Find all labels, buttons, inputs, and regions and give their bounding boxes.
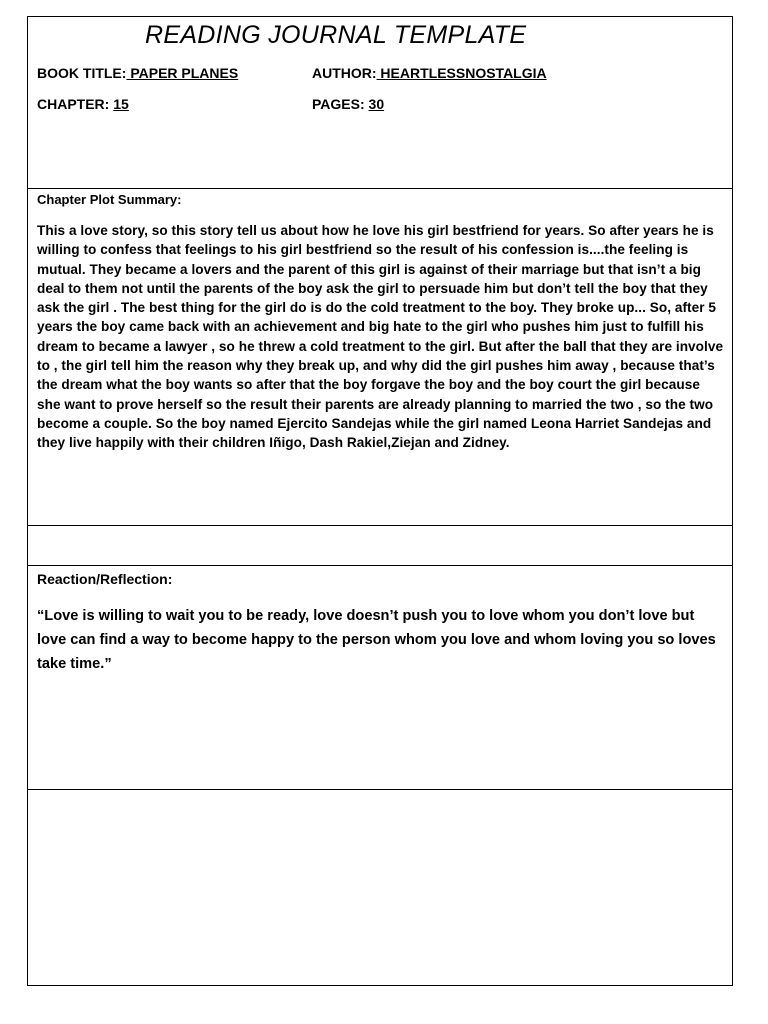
pages-value: 30 (368, 96, 385, 112)
plot-summary-text: This a love story, so this story tell us about how he love his girl bestfriend for years. So after years he is willing to confess that feelings to his girl bestfriend so the result of his confession is....the feeling is mutual. They became a lovers and the parent of this girl is against of their marriage but that isn’t a big deal to them not until the parents of the boy ask the girl to persuade him but don’t tell the boy that they ask the girl . The best thing for the girl do is do the cold treatment to the boy. They broke up... So, after 5 years the boy came back with an achievement and big hate to the girl who pushes him just to fulfill his dream to became a lawyer , so he threw a cold treatment to the girl. But after the ball that they are involve to , the girl tell him the reason why they break up, and why did the girl pushes him away , because that’s the dream what the boy wants so after that the boy forgave the boy and the boy court the girl because she want to prove herself so the result their parents are already planning to married the two , so the two become a couple. So the boy named Ejercito Sandejas while the girl named Leona Harriet Sandejas and they live happily with their children Iñigo, Dash Rakiel,Ziejan and Zidney. (37, 223, 724, 451)
book-title-field (37, 65, 238, 81)
plot-summary-section (28, 188, 732, 525)
chapter-value: 15 (113, 96, 129, 112)
page-title: READING JOURNAL TEMPLATE (145, 21, 527, 49)
pages-field (312, 96, 384, 112)
journal-sheet (27, 16, 733, 986)
blank-row (28, 525, 732, 565)
reaction-label: Reaction/Reflection: (37, 571, 173, 587)
pages-label: PAGES: (312, 96, 365, 112)
author-value: HEARTLESSNOSTALGIA (376, 65, 547, 81)
plot-summary-label: Chapter Plot Summary: (37, 192, 182, 207)
blank-bottom-section (28, 789, 732, 985)
reaction-section (28, 565, 732, 789)
chapter-label: CHAPTER: (37, 96, 110, 112)
book-title-value: PAPER PLANES (126, 65, 239, 81)
header-section (28, 17, 732, 188)
author-label: AUTHOR: (312, 65, 377, 81)
chapter-field (37, 96, 129, 112)
author-field (312, 65, 547, 81)
reaction-text: “Love is willing to wait you to be ready, love doesn’t push you to love whom you don’t love but love can find a way to become happy to the person whom you love and whom loving you so loves take time.” (37, 608, 716, 672)
book-title-label: BOOK TITLE: (37, 65, 127, 81)
